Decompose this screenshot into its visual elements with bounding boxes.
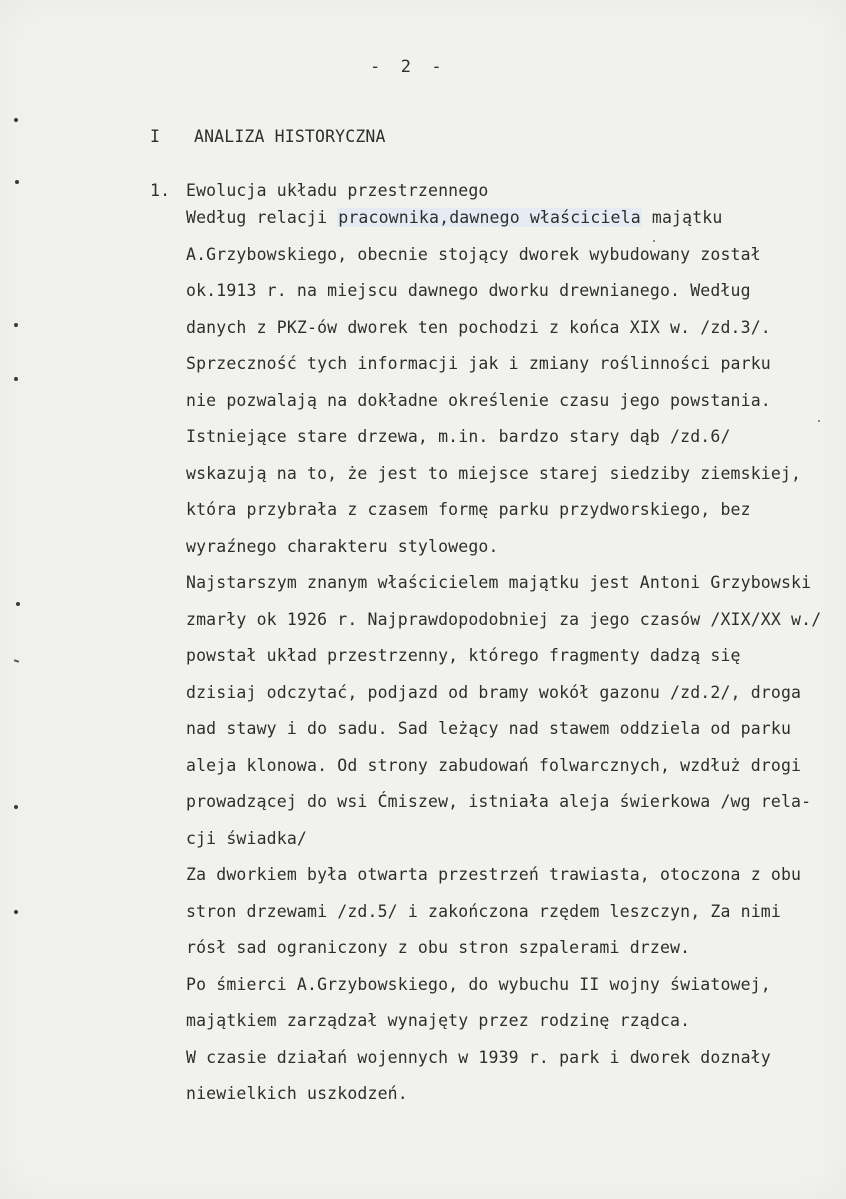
body-line: danych z PKZ-ów dworek ten pochodzi z końca XIX w. /zd.3/. [186,318,771,337]
body-line: dzisiaj odczytać, podjazd od bramy wokół gazonu /zd.2/, droga [186,683,802,702]
body-line: niewielkich uszkodzeń. [186,1084,408,1103]
body-line: Najstarszym znanym właścicielem majątku jest Antoni Grzybowski [186,573,812,592]
body-line-text: Według relacji [186,208,338,227]
margin-mark [14,805,18,809]
body-line: cji świadka/ [186,829,308,848]
margin-mark [16,602,20,606]
margin-mark [14,377,18,381]
scan-speck [818,420,820,422]
highlighted-text: pracownika,dawnego właściciela [338,208,641,227]
body-line: Za dworkiem była otwarta przestrzeń trawiasta, otoczona z obu [186,865,802,884]
page-number: - 2 - [370,57,442,77]
section-numeral: I [150,127,161,146]
body-line: prowadzącej do wsi Ćmiszew, istniała aleja świerkowa /wg rela- [186,792,812,811]
margin-mark [15,180,19,184]
scan-speck [653,240,655,242]
margin-mark [14,323,18,327]
body-line: Sprzeczność tych informacji jak i zmiany roślinności parku [186,354,771,373]
margin-mark [14,118,18,122]
margin-mark [14,910,18,914]
body-line: zmarły ok 1926 r. Najprawdopodobniej za jego czasów /XIX/XX w./ [186,610,822,629]
body-line: wskazują na to, że jest to miejsce starej siedziby ziemskiej, [186,464,802,483]
body-line: stron drzewami /zd.5/ i zakończona rzędem leszczyn, Za nimi [186,902,781,921]
body-line: Po śmierci A.Grzybowskiego, do wybuchu II wojny światowej, [186,975,771,994]
body-line: A.Grzybowskiego, obecnie stojący dworek wybudowany został [186,245,761,264]
body-line: aleja klonowa. Od strony zabudowań folwarcznych, wzdłuż drogi [186,756,802,775]
body-line: powstał układ przestrzenny, którego fragmenty dadzą się [186,646,741,665]
body-line: nad stawy i do sadu. Sad leżący nad stawem oddziela od parku [186,719,792,738]
body-line: która przybrała z czasem formę parku przydworskiego, bez [186,500,751,519]
body-line: ok.1913 r. na miejscu dawnego dworku drewnianego. Według [186,281,751,300]
body-line: wyraźnego charakteru stylowego. [186,537,499,556]
subsection-title: Ewolucja układu przestrzennego [186,181,489,200]
body-line: Istniejące stare drzewa, m.in. bardzo stary dąb /zd.6/ [186,427,731,446]
body-line-text: majątku [641,208,723,227]
body-line: rósł sad ograniczony z obu stron szpalerami drzew. [186,938,691,957]
body-line: nie pozwalają na dokładne określenie czasu jego powstania. [186,391,771,410]
subsection-number: 1. [150,181,171,200]
body-line [186,208,722,228]
margin-mark [14,659,19,663]
body-line: majątkiem zarządzał wynajęty przez rodzinę rządca. [186,1011,691,1030]
section-heading: ANALIZA HISTORYCZNA [194,127,386,146]
body-line: W czasie działań wojennych w 1939 r. park i dworek doznały [186,1048,771,1067]
